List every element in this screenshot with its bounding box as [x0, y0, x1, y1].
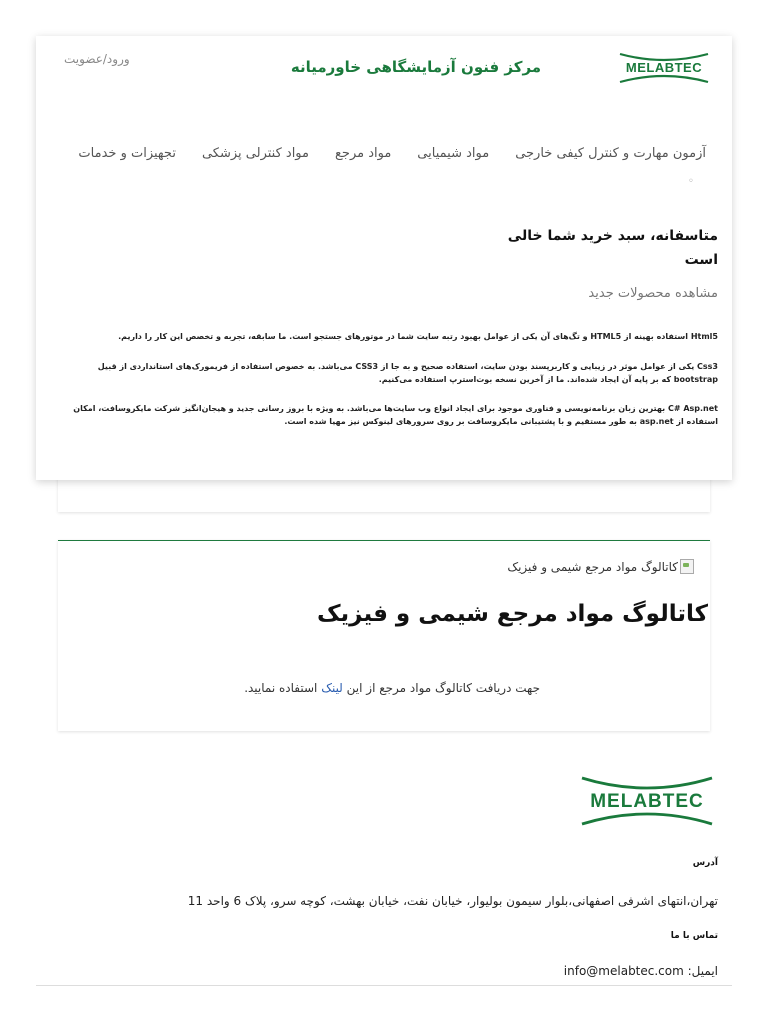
- header-menu-panel: [36, 36, 732, 480]
- footer-melabtec-logo[interactable]: [576, 772, 718, 830]
- broken-image-icon: [680, 559, 694, 574]
- catalog-text: [244, 681, 540, 695]
- catalog-card: [58, 540, 710, 731]
- catalog-text-before: جهت دریافت کاتالوگ مواد مرجع از این: [342, 681, 540, 695]
- svg-text:MELABTEC: MELABTEC: [590, 791, 704, 812]
- catalog-link[interactable]: لینک: [321, 681, 343, 695]
- html5-paragraph: Html5 استفاده بهینه از HTML5 و تگ‌های آن یکی از عوامل بهبود رتبه سایت شما در موتورهای جستجو است. ما سابقه، تجربه و تخصص این کار را داریم.: [118, 332, 718, 341]
- cart-empty-message: متاسفانه، سبد خرید شما خالی است: [507, 228, 718, 268]
- site-title[interactable]: مرکز فنون آزمایشگاهی خاورمیانه: [290, 58, 542, 76]
- main-navigation: [78, 146, 706, 161]
- contact-heading: تماس با ما: [670, 931, 718, 941]
- svg-text:MELABTEC: MELABTEC: [625, 60, 703, 75]
- catalog-title: کاتالوگ مواد مرجع شیمی و فیزیک: [316, 601, 708, 627]
- nav-item-chemicals[interactable]: مواد شیمیایی: [417, 146, 490, 161]
- new-products-link[interactable]: مشاهده محصولات جدید: [588, 286, 718, 301]
- css3-paragraph: Css3 یکی از عوامل موثر در زیبایی و کاربرپسند بودن سایت، استفاده صحیح و به جا از CSS3 می‌باشد. به خصوص استفاده از فریمورک‌های استانداردی از قبیل bootstrap که بر پایه آن ایجاد شده‌اند. ما از آخرین نسخه بوت‌استرپ استفاده می‌کنیم.: [97, 362, 718, 384]
- email-text[interactable]: ایمیل: info@melabtec.com: [563, 964, 718, 978]
- address-heading: آدرس: [692, 858, 718, 868]
- nav-bullet-icon: ◦: [688, 176, 694, 187]
- nav-item-equipment-services[interactable]: تجهیزات و خدمات: [78, 146, 176, 161]
- catalog-text-after: استفاده نمایید.: [244, 681, 322, 695]
- login-register-link[interactable]: ورود/عضویت: [64, 52, 130, 66]
- melabtec-logo[interactable]: [616, 48, 712, 88]
- footer-divider: [36, 985, 732, 986]
- nav-item-medical-controls[interactable]: مواد کنترلی پزشکی: [201, 146, 309, 161]
- nav-item-reference-materials[interactable]: مواد مرجع: [334, 146, 392, 161]
- catalog-image-alt: کاتالوگ مواد مرجع شیمی و فیزیک: [507, 559, 678, 574]
- nav-item-proficiency-testing[interactable]: آزمون مهارت و کنترل کیفی خارجی: [515, 146, 706, 161]
- aspnet-paragraph: C# Asp.net بهترین زبان برنامه‌نویسی و فناوری موجود برای ایجاد انواع وب سایت‌ها می‌باشد. به ویژه با بروز رسانی جدید و هیجان‌انگیز شرکت مایکروسافت، امکان استفاده از asp.net به طور مستقیم و با پشتیبانی مایکروسافت بر روی سرورهای لینوکس نیز مهیا شده است.: [73, 404, 718, 426]
- address-text: تهران،انتهای اشرفی اصفهانی،بلوار سیمون بولیوار، خیابان نفت، خیابان بهشت، کوچه سرو، پلاک 6 واحد 11: [187, 894, 718, 908]
- catalog-image: [507, 559, 694, 574]
